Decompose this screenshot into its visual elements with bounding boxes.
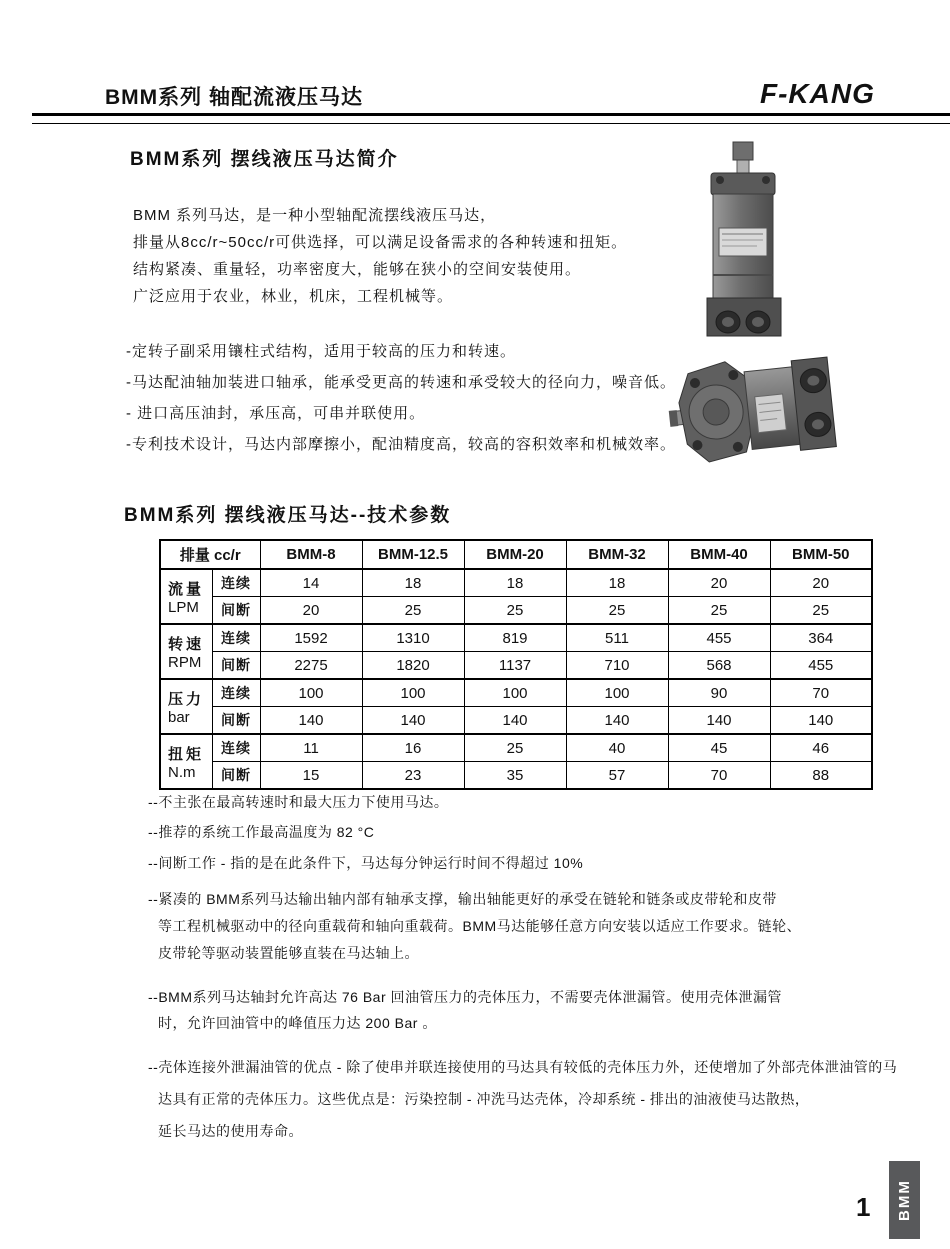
motor-photo-vertical — [702, 140, 786, 340]
note-line: --不主张在最高转速时和最大压力下使用马达。 — [148, 794, 449, 810]
param-name: 扭矩 — [168, 745, 205, 763]
intro-line: 广泛应用于农业，林业，机床，工程机械等。 — [133, 288, 454, 305]
value-cell: 14 — [260, 569, 362, 597]
page-number: 1 — [856, 1192, 871, 1222]
param-name: 压力 — [168, 690, 205, 708]
value-cell: 35 — [464, 762, 566, 790]
value-cell: 40 — [566, 734, 668, 762]
header-rule — [32, 113, 950, 124]
note-line: 皮带轮等驱动装置能够直装在马达轴上。 — [158, 945, 419, 961]
value-cell: 140 — [464, 707, 566, 735]
header-model: BMM-20 — [464, 540, 566, 569]
header-model: BMM-32 — [566, 540, 668, 569]
value-cell: 57 — [566, 762, 668, 790]
note-max-speed — [148, 792, 888, 812]
intro-line: 结构紧凑、重量轻，功率密度大，能够在狭小的空间安装使用。 — [133, 261, 582, 278]
value-cell: 18 — [566, 569, 668, 597]
table-row — [160, 734, 872, 762]
section-side-tab: BMM — [889, 1161, 920, 1239]
param-label-cell — [160, 569, 212, 624]
param-label-cell — [160, 679, 212, 734]
param-label-cell — [160, 624, 212, 679]
value-cell: 1820 — [362, 652, 464, 680]
param-name: 流量 — [168, 580, 205, 598]
value-cell: 710 — [566, 652, 668, 680]
feature-bullet: -马达配油轴加装进口轴承，能承受更高的转速和承受较大的径向力，噪音低。 — [126, 374, 676, 391]
value-cell: 140 — [362, 707, 464, 735]
intro-line: BMM 系列马达，是一种小型轴配流摆线液压马达， — [133, 207, 497, 224]
value-cell: 140 — [566, 707, 668, 735]
note-intermittent-duty — [148, 853, 888, 873]
param-name: 转速 — [168, 635, 205, 653]
value-cell: 140 — [770, 707, 872, 735]
value-cell: 1592 — [260, 624, 362, 652]
note-bearing-support — [148, 886, 888, 967]
value-cell: 455 — [668, 624, 770, 652]
value-cell: 100 — [362, 679, 464, 707]
intro-paragraph — [133, 202, 627, 310]
note-line: --紧凑的 BMM系列马达输出轴内部有轴承支撑，输出轴能更好的承受在链轮和链条或皮带轮和皮带 — [148, 891, 777, 907]
value-cell: 25 — [566, 597, 668, 625]
param-unit: RPM — [168, 653, 202, 671]
param-unit: LPM — [168, 598, 199, 616]
value-cell: 20 — [260, 597, 362, 625]
value-cell: 23 — [362, 762, 464, 790]
motor-photo-horizontal — [668, 345, 840, 473]
value-cell: 100 — [566, 679, 668, 707]
value-cell: 25 — [668, 597, 770, 625]
header-model: BMM-8 — [260, 540, 362, 569]
value-cell: 25 — [362, 597, 464, 625]
param-unit: N.m — [168, 763, 196, 781]
mode-cell: 间断 — [212, 707, 260, 735]
value-cell: 46 — [770, 734, 872, 762]
specs-section-title: BMM系列 摆线液压马达--技术参数 — [124, 505, 452, 526]
value-cell: 100 — [260, 679, 362, 707]
value-cell: 20 — [668, 569, 770, 597]
table-header-row — [160, 540, 872, 569]
page-title: BMM系列 轴配流液压马达 — [105, 86, 363, 109]
value-cell: 2275 — [260, 652, 362, 680]
value-cell: 568 — [668, 652, 770, 680]
feature-bullet: -定转子副采用镶柱式结构，适用于较高的压力和转速。 — [126, 343, 516, 360]
mode-cell: 间断 — [212, 652, 260, 680]
note-line: 延长马达的使用寿命。 — [158, 1123, 303, 1139]
mode-cell: 连续 — [212, 569, 260, 597]
value-cell: 140 — [260, 707, 362, 735]
value-cell: 90 — [668, 679, 770, 707]
table-row — [160, 569, 872, 597]
value-cell: 1310 — [362, 624, 464, 652]
table-row — [160, 679, 872, 707]
header-model: BMM-40 — [668, 540, 770, 569]
value-cell: 100 — [464, 679, 566, 707]
feature-bullet: -专利技术设计，马达内部摩擦小，配油精度高，较高的容积效率和机械效率。 — [126, 436, 676, 453]
note-line: 时，允许回油管中的峰值压力达 200 Bar 。 — [158, 1015, 437, 1031]
value-cell: 25 — [464, 734, 566, 762]
table-row — [160, 624, 872, 652]
value-cell: 88 — [770, 762, 872, 790]
value-cell: 45 — [668, 734, 770, 762]
value-cell: 18 — [464, 569, 566, 597]
feature-bullets — [126, 336, 676, 460]
specs-table — [159, 539, 873, 790]
header-displacement: 排量 cc/r — [160, 540, 260, 569]
value-cell: 511 — [566, 624, 668, 652]
value-cell: 18 — [362, 569, 464, 597]
feature-bullet: - 进口高压油封，承压高，可串并联使用。 — [126, 405, 426, 422]
value-cell: 25 — [464, 597, 566, 625]
param-unit: bar — [168, 708, 190, 726]
mode-cell: 连续 — [212, 679, 260, 707]
value-cell: 70 — [770, 679, 872, 707]
header-model: BMM-12.5 — [362, 540, 464, 569]
specs-table-wrapper — [159, 539, 873, 790]
table-row — [160, 652, 872, 680]
value-cell: 1137 — [464, 652, 566, 680]
mode-cell: 连续 — [212, 734, 260, 762]
value-cell: 140 — [668, 707, 770, 735]
note-line: 等工程机械驱动中的径向重载荷和轴向重载荷。BMM马达能够任意方向安装以适应工作要求。链轮、 — [158, 918, 802, 934]
value-cell: 819 — [464, 624, 566, 652]
table-row — [160, 707, 872, 735]
mode-cell: 间断 — [212, 762, 260, 790]
note-max-temp — [148, 822, 888, 842]
value-cell: 25 — [770, 597, 872, 625]
mode-cell: 连续 — [212, 624, 260, 652]
value-cell: 20 — [770, 569, 872, 597]
note-line: --间断工作 - 指的是在此条件下，马达每分钟运行时间不得超过 10% — [148, 855, 584, 871]
value-cell: 70 — [668, 762, 770, 790]
note-shaft-seal — [148, 984, 888, 1036]
intro-section-title: BMM系列 摆线液压马达简介 — [130, 149, 399, 170]
note-line: --壳体连接外泄漏油管的优点 - 除了使串并联连接使用的马达具有较低的壳体压力外，还使增加了外部壳体泄油管的马 — [148, 1059, 898, 1075]
note-line: --推荐的系统工作最高温度为 82 °C — [148, 824, 375, 840]
value-cell: 455 — [770, 652, 872, 680]
value-cell: 15 — [260, 762, 362, 790]
mode-cell: 间断 — [212, 597, 260, 625]
note-case-drain — [148, 1051, 898, 1147]
value-cell: 364 — [770, 624, 872, 652]
table-row — [160, 762, 872, 790]
param-label-cell — [160, 734, 212, 789]
note-line: 达具有正常的壳体压力。这些优点是：污染控制 - 冲洗马达壳体，冷却系统 - 排出的油液使马达散热， — [158, 1091, 810, 1107]
value-cell: 16 — [362, 734, 464, 762]
value-cell: 11 — [260, 734, 362, 762]
intro-line: 排量从8cc/r~50cc/r可供选择，可以满足设备需求的各种转速和扭矩。 — [133, 234, 628, 251]
note-line: --BMM系列马达轴封允许高达 76 Bar 回油管压力的壳体压力，不需要壳体泄漏管。使用壳体泄漏管 — [148, 989, 783, 1005]
brand-logo: F-KANG — [760, 78, 875, 109]
header-model: BMM-50 — [770, 540, 872, 569]
table-row — [160, 597, 872, 625]
